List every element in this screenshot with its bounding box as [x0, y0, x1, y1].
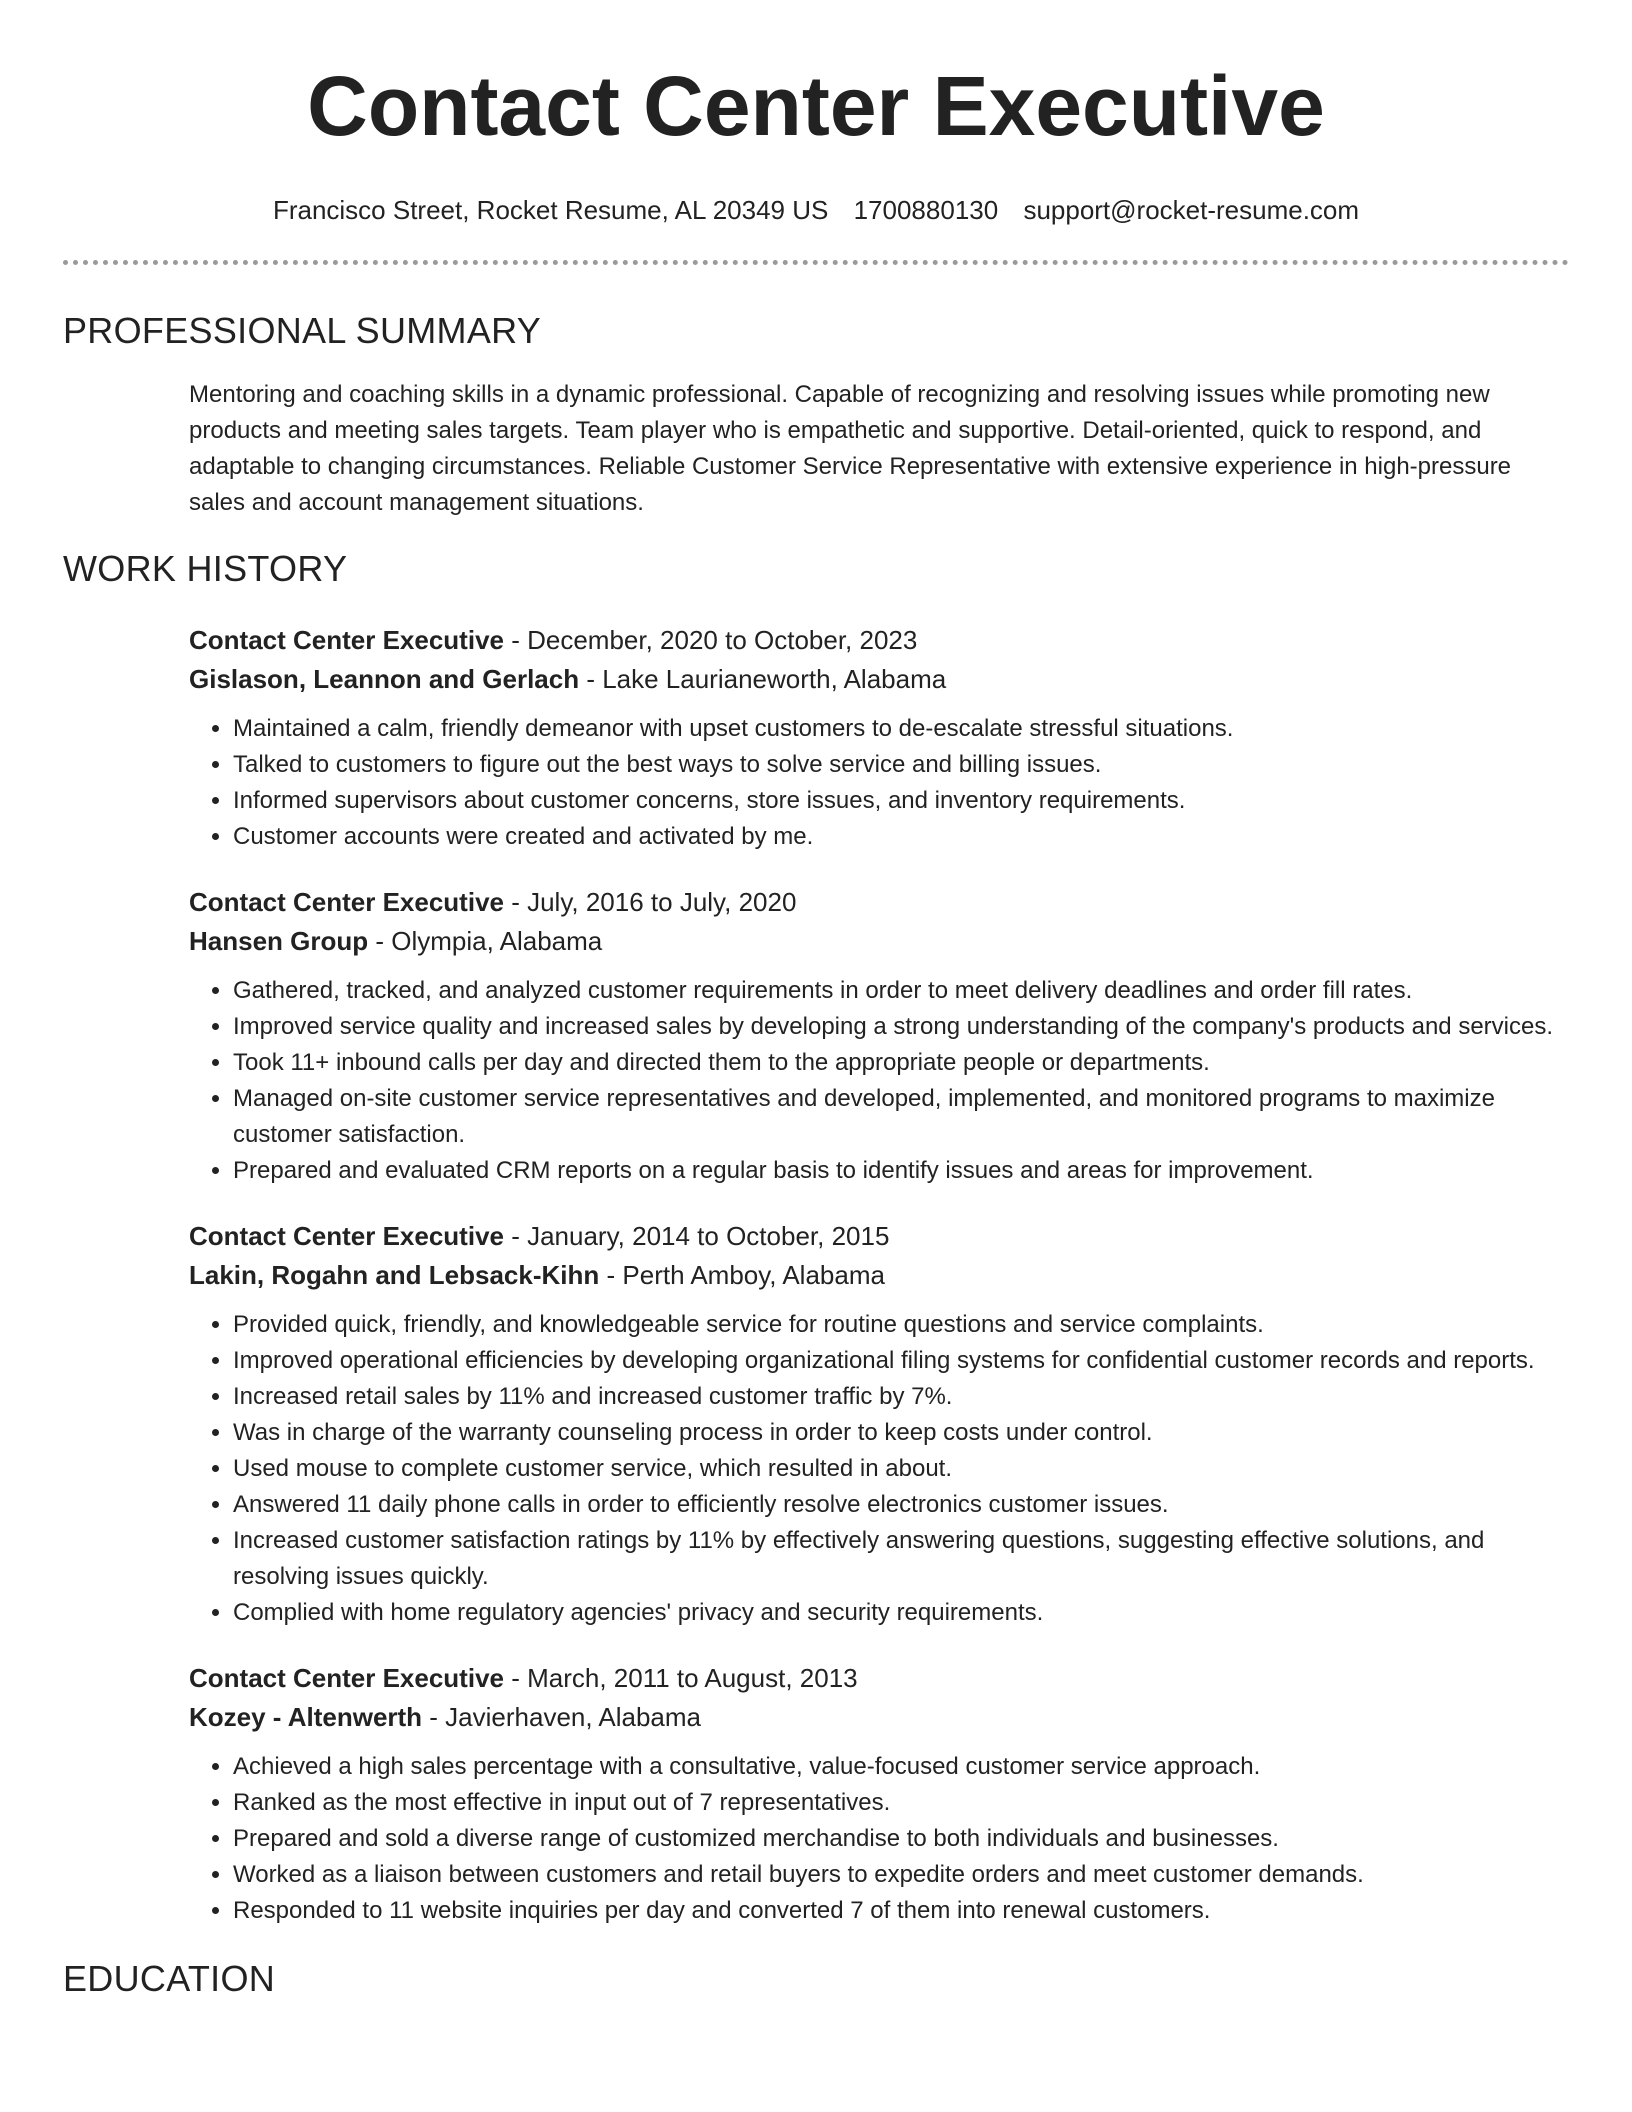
job-bullet: • Provided quick, friendly, and knowledgeable service for routine questions and service complaints.: [233, 1307, 1569, 1343]
job-company: Kozey - Altenwerth: [189, 1702, 423, 1732]
job-company: Gislason, Leannon and Gerlach: [189, 664, 580, 694]
job-bullet: • Maintained a calm, friendly demeanor with upset customers to de-escalate stressful situations.: [233, 711, 1569, 747]
job-entry: [189, 1659, 1569, 1929]
job-title-line: [189, 1217, 1569, 1256]
job-title-line: [189, 1659, 1569, 1698]
job-entry: [189, 1217, 1569, 1631]
job-bullet: • Customer accounts were created and activated by me.: [233, 819, 1569, 855]
job-location: - Javierhaven, Alabama: [422, 1702, 701, 1732]
job-company-line: [189, 922, 1569, 961]
job-bullets: [189, 973, 1569, 1189]
header-divider: [63, 260, 1569, 265]
contact-phone: 1700880130: [853, 195, 999, 225]
job-bullets: [189, 1749, 1569, 1929]
job-bullets: [189, 1307, 1569, 1631]
job-dates: - March, 2011 to August, 2013: [503, 1663, 858, 1693]
job-bullet: • Complied with home regulatory agencies' privacy and security requirements.: [233, 1595, 1569, 1631]
resume-name-title: Contact Center Executive: [307, 59, 1325, 153]
job-bullets: [189, 711, 1569, 855]
job-bullet: • Used mouse to complete customer service, which resulted in about.: [233, 1451, 1569, 1487]
job-entry: [189, 883, 1569, 1189]
job-bullet: • Answered 11 daily phone calls in order to efficiently resolve electronics customer issues.: [233, 1487, 1569, 1523]
job-bullet: • Took 11+ inbound calls per day and directed them to the appropriate people or departments.: [233, 1045, 1569, 1081]
job-bullet: • Gathered, tracked, and analyzed customer requirements in order to meet delivery deadlines and order fill rates.: [233, 973, 1569, 1009]
job-title-line: [189, 883, 1569, 922]
job-title-line: [189, 621, 1569, 660]
contact-address: Francisco Street, Rocket Resume, AL 20349 US: [272, 195, 829, 225]
job-title: Contact Center Executive: [189, 1663, 504, 1693]
work-history-list: [189, 621, 1569, 1929]
job-bullet: • Talked to customers to figure out the best ways to solve service and billing issues.: [233, 747, 1569, 783]
job-bullet: • Responded to 11 website inquiries per day and converted 7 of them into renewal customers.: [233, 1893, 1569, 1929]
job-title: Contact Center Executive: [189, 1221, 504, 1251]
section-title-summary: PROFESSIONAL SUMMARY: [63, 310, 542, 351]
job-bullet: • Improved service quality and increased sales by developing a strong understanding of the company's products and services.: [233, 1009, 1569, 1045]
job-company: Hansen Group: [189, 926, 369, 956]
job-company-line: [189, 660, 1569, 699]
job-location: - Olympia, Alabama: [368, 926, 603, 956]
job-dates: - December, 2020 to October, 2023: [503, 625, 918, 655]
job-bullet: • Informed supervisors about customer concerns, store issues, and inventory requirements.: [233, 783, 1569, 819]
job-entry: [189, 621, 1569, 855]
job-company-line: [189, 1698, 1569, 1737]
job-location: - Perth Amboy, Alabama: [599, 1260, 885, 1290]
job-title: Contact Center Executive: [189, 625, 504, 655]
job-location: - Lake Laurianeworth, Alabama: [579, 664, 947, 694]
summary-text: Mentoring and coaching skills in a dynamic professional. Capable of recognizing and resolving issues while promoting new products and meeting sales targets. Team player who is empathetic and supportive. Detail-oriented, quick to respond, and adaptable to changing circumstances. Reliable Customer Service Representative with extensive experience in high-pressure sales and account management situations.: [189, 381, 1512, 516]
job-bullet: • Increased retail sales by 11% and increased customer traffic by 7%.: [233, 1379, 1569, 1415]
contact-line: [63, 194, 1569, 226]
job-bullet: • Prepared and sold a diverse range of customized merchandise to both individuals and businesses.: [233, 1821, 1569, 1857]
job-bullet: • Managed on-site customer service representatives and developed, implemented, and monitored programs to maximize customer satisfaction.: [233, 1081, 1569, 1153]
job-bullet: • Achieved a high sales percentage with a consultative, value-focused customer service approach.: [233, 1749, 1569, 1785]
job-bullet: • Increased customer satisfaction ratings by 11% by effectively answering questions, suggesting effective solutions, and resolving issues quickly.: [233, 1523, 1569, 1595]
job-title: Contact Center Executive: [189, 887, 504, 917]
job-dates: - July, 2016 to July, 2020: [503, 887, 797, 917]
job-bullet: • Worked as a liaison between customers and retail buyers to expedite orders and meet customer demands.: [233, 1857, 1569, 1893]
section-title-education: EDUCATION: [63, 1958, 276, 1999]
section-title-work-history: WORK HISTORY: [63, 548, 348, 589]
job-bullet: • Ranked as the most effective in input out of 7 representatives.: [233, 1785, 1569, 1821]
job-dates: - January, 2014 to October, 2015: [503, 1221, 890, 1251]
job-company-line: [189, 1256, 1569, 1295]
job-bullet: • Was in charge of the warranty counseling process in order to keep costs under control.: [233, 1415, 1569, 1451]
job-bullet: • Improved operational efficiencies by developing organizational filing systems for confidential customer records and reports.: [233, 1343, 1569, 1379]
job-company: Lakin, Rogahn and Lebsack-Kihn: [189, 1260, 600, 1290]
contact-email: support@rocket-resume.com: [1023, 195, 1360, 225]
job-bullet: • Prepared and evaluated CRM reports on a regular basis to identify issues and areas for improvement.: [233, 1153, 1569, 1189]
